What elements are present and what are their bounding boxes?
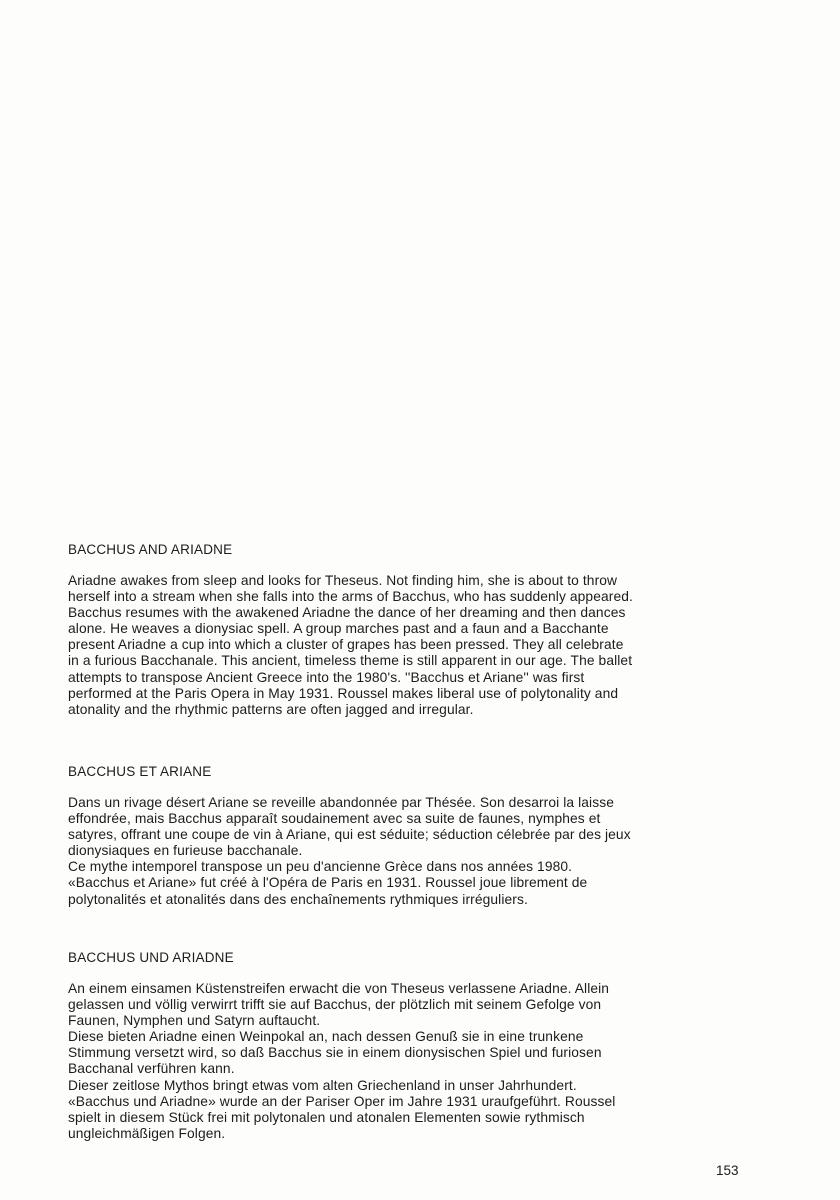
text-line: Diese bieten Ariadne einen Weinpokal an, nach dessen Genuß sie in eine trunkene <box>68 1029 584 1045</box>
text-line: Ariadne awakes from sleep and looks for Theseus. Not finding him, she is about to throw <box>68 573 618 588</box>
text-line: ungleichmäßigen Folgen. <box>68 1125 226 1141</box>
section-french <box>68 764 784 908</box>
text-line: Ce mythe intemporel transpose un peu d'ancienne Grèce dans nos années 1980. <box>68 859 573 875</box>
text-line: Dieser zeitlose Mythos bringt etwas vom alten Griechenland in unser Jahrhundert. <box>68 1077 577 1093</box>
text-line: Faunen, Nymphen und Satyrn auftaucht. <box>68 1013 321 1029</box>
text-line: in a furious Bacchanale. This ancient, timeless theme is still apparent in our age. The ballet <box>68 653 633 669</box>
section-heading: BACCHUS ET ARIANE <box>68 764 212 779</box>
text-line: gelassen und völlig verwirrt trifft sie auf Bacchus, der plötzlich mit seinem Gefolge von <box>68 997 602 1013</box>
text-line: present Ariadne a cup into which a cluster of grapes has been pressed. They all celebrate <box>68 637 624 653</box>
text-line: «Bacchus und Ariadne» wurde an der Pariser Oper im Jahre 1931 uraufgeführt. Roussel <box>68 1093 616 1109</box>
section-heading: BACCHUS UND ARIADNE <box>68 950 234 965</box>
text-line: atonality and the rhythmic patterns are often jagged and irregular. <box>68 701 474 717</box>
text-line: An einem einsamen Küstenstreifen erwacht die von Theseus verlassene Ariadne. Allein <box>68 981 610 996</box>
text-line: Stimmung versetzt wird, so daß Bacchus sie in einem dionysischen Spiel und furiosen <box>68 1045 602 1061</box>
text-line: Bacchus resumes with the awakened Ariadne the dance of her dreaming and then dances <box>68 605 626 621</box>
section-body <box>68 795 784 908</box>
section-heading: BACCHUS AND ARIADNE <box>68 542 233 557</box>
text-line: alone. He weaves a dionysiac spell. A group marches past and a faun and a Bacchante <box>68 621 609 637</box>
text-line: Dans un rivage désert Ariane se reveille abandonnée par Thésée. Son desarroi la laisse <box>68 795 614 810</box>
text-line: herself into a stream when she falls into the arms of Bacchus, who has suddenly appeared. <box>68 589 633 605</box>
text-line: performed at the Paris Opera in May 1931. Roussel makes liberal use of polytonality and <box>68 685 619 701</box>
text-line: Bacchanal verführen kann. <box>68 1061 235 1077</box>
text-line: dionysiaques en furieuse bacchanale. <box>68 843 303 859</box>
page-number: 153 <box>716 1163 739 1178</box>
text-line: satyres, offrant une coupe de vin à Ariane, qui est séduite; séduction célebrée par des jeux <box>68 827 631 843</box>
text-line: «Bacchus et Ariane» fut créé à l'Opéra de Paris en 1931. Roussel joue librement de <box>68 875 588 891</box>
text-line: spielt in diesem Stück frei mit polytonalen und atonalen Elementen sowie rythmisch <box>68 1109 585 1125</box>
section-english <box>68 542 784 718</box>
section-body <box>68 981 784 1142</box>
text-line: effondrée, mais Bacchus apparaît soudainement avec sa suite de faunes, nymphes et <box>68 811 601 827</box>
section-body <box>68 573 784 718</box>
text-line: polytonalités et atonalités dans des enchaînements rythmiques irréguliers. <box>68 891 528 907</box>
text-line: attempts to transpose Ancient Greece into the 1980's. ''Bacchus et Ariane'' was first <box>68 669 585 685</box>
section-german <box>68 950 784 1142</box>
